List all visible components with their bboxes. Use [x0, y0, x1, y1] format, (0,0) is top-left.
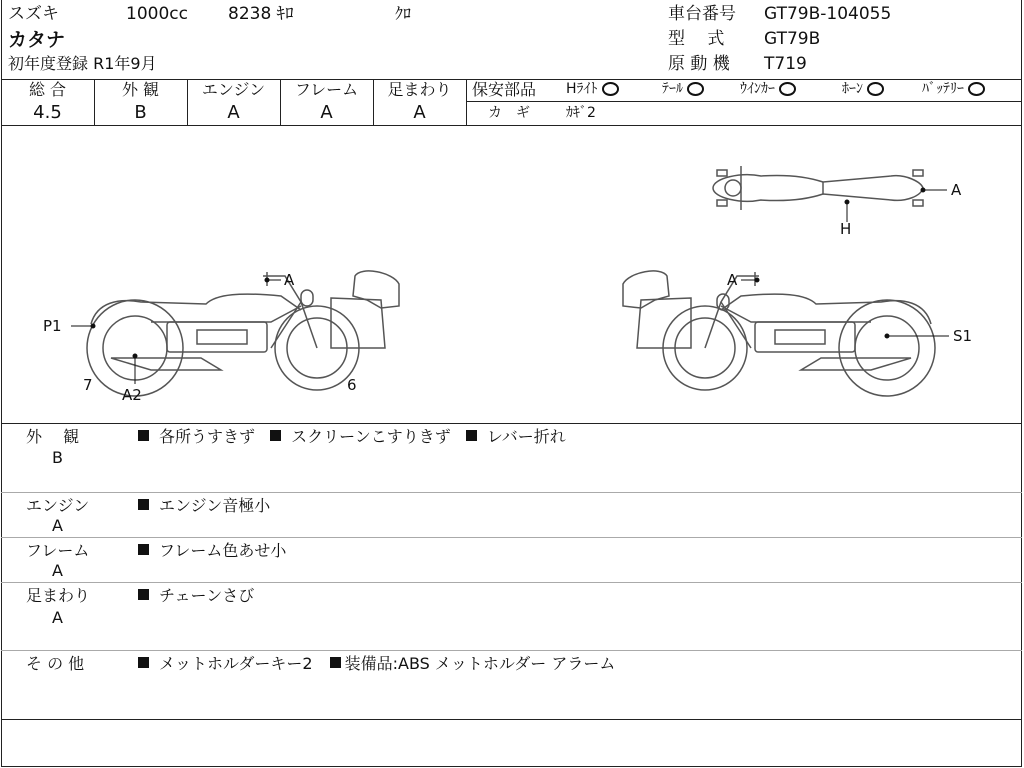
- divider: [466, 79, 467, 125]
- divider: [1, 423, 1022, 424]
- remark-label: そ の 他: [26, 654, 85, 673]
- mileage: 8238 ｷﾛ: [228, 4, 294, 24]
- remark-text: エンジン音極小: [138, 498, 270, 514]
- remark-grade: B: [52, 448, 63, 467]
- left-mark-a: A: [284, 271, 295, 289]
- top-view-drawing: [713, 166, 923, 210]
- model-type-value: GT79B: [764, 29, 821, 49]
- divider: [466, 101, 1022, 102]
- right-view-drawing: [623, 271, 935, 396]
- first-registration: 初年度登録 R1年9月: [8, 54, 157, 73]
- exterior-label: 外 観: [121, 80, 160, 99]
- model-type-label: 型 式: [668, 29, 725, 49]
- suspension-label: 足まわり: [387, 80, 452, 99]
- divider: [1, 492, 1022, 493]
- bullet-icon: [330, 657, 341, 668]
- maker: スズキ: [8, 4, 59, 24]
- safety-item-winker: ｳｲﾝｶｰ: [740, 82, 796, 96]
- key-value: ｶｷﾞ2: [566, 105, 596, 121]
- overall-label: 総 合: [28, 80, 67, 99]
- engine-model-value: T719: [764, 54, 807, 74]
- displacement: 1000cc: [126, 4, 188, 24]
- engine-label: エンジン: [201, 80, 266, 99]
- body-color: ｸﾛ: [395, 4, 412, 23]
- top-mark-h: H: [840, 220, 852, 238]
- ok-circle-icon: [779, 82, 796, 96]
- remark-label: フレーム: [26, 541, 90, 560]
- divider: [1, 537, 1022, 538]
- safety-item-tail: ﾃｰﾙ: [662, 82, 704, 96]
- right-mark-s1: S1: [953, 327, 973, 345]
- remark-grade: A: [52, 608, 63, 627]
- bullet-icon: [466, 430, 477, 441]
- remark-text: フレーム色あせ小: [138, 543, 286, 559]
- remark-label: エンジン: [26, 496, 90, 515]
- top-mark-a: A: [951, 181, 962, 199]
- left-mark-6: 6: [347, 376, 357, 394]
- remark-label: 足まわり: [26, 586, 91, 605]
- bullet-icon: [138, 657, 149, 668]
- safety-item-horn: ﾎｰﾝ: [842, 82, 884, 96]
- bullet-icon: [138, 544, 149, 555]
- key-label: カ ギ: [488, 105, 530, 121]
- divider: [1, 582, 1022, 583]
- overall-grade: 4.5: [33, 102, 62, 123]
- safety-item-headlight: Hﾗｲﾄ: [566, 82, 619, 96]
- left-mark-p1: P1: [43, 317, 62, 335]
- left-mark-a2: A2: [122, 386, 142, 404]
- divider: [1, 719, 1022, 720]
- remark-label: 外 観: [26, 427, 80, 446]
- suspension-grade: A: [413, 102, 426, 123]
- bullet-icon: [270, 430, 281, 441]
- divider: [1, 650, 1022, 651]
- right-mark-a: A: [727, 271, 738, 289]
- mark-leaders: [71, 188, 949, 384]
- engine-grade: A: [227, 102, 240, 123]
- divider: [1, 766, 1022, 767]
- model-name: カタナ: [8, 29, 66, 51]
- safety-item-battery: ﾊﾞｯﾃﾘｰ: [922, 82, 985, 96]
- bullet-icon: [138, 430, 149, 441]
- ok-circle-icon: [968, 82, 985, 96]
- remark-grade: A: [52, 561, 63, 580]
- frame-label: フレーム: [294, 80, 359, 99]
- remark-grade: A: [52, 516, 63, 535]
- damage-diagram: [1, 126, 1022, 423]
- safety-title: 保安部品: [472, 80, 537, 99]
- remark-text: 各所うすきず スクリーンこすりきず レバー折れ: [138, 429, 566, 445]
- ok-circle-icon: [867, 82, 884, 96]
- frame-number-value: GT79B-104055: [764, 4, 892, 24]
- frame-grade: A: [320, 102, 333, 123]
- remark-text: メットホルダーキー2 装備品:ABS メットホルダー アラーム: [138, 656, 615, 672]
- bullet-icon: [138, 589, 149, 600]
- exterior-grade: B: [134, 102, 147, 123]
- ok-circle-icon: [602, 82, 619, 96]
- remark-text: チェーンさび: [138, 588, 254, 604]
- frame-number-label: 車台番号: [668, 4, 736, 24]
- bullet-icon: [138, 499, 149, 510]
- ok-circle-icon: [687, 82, 704, 96]
- engine-model-label: 原 動 機: [668, 54, 730, 74]
- left-mark-7: 7: [83, 376, 93, 394]
